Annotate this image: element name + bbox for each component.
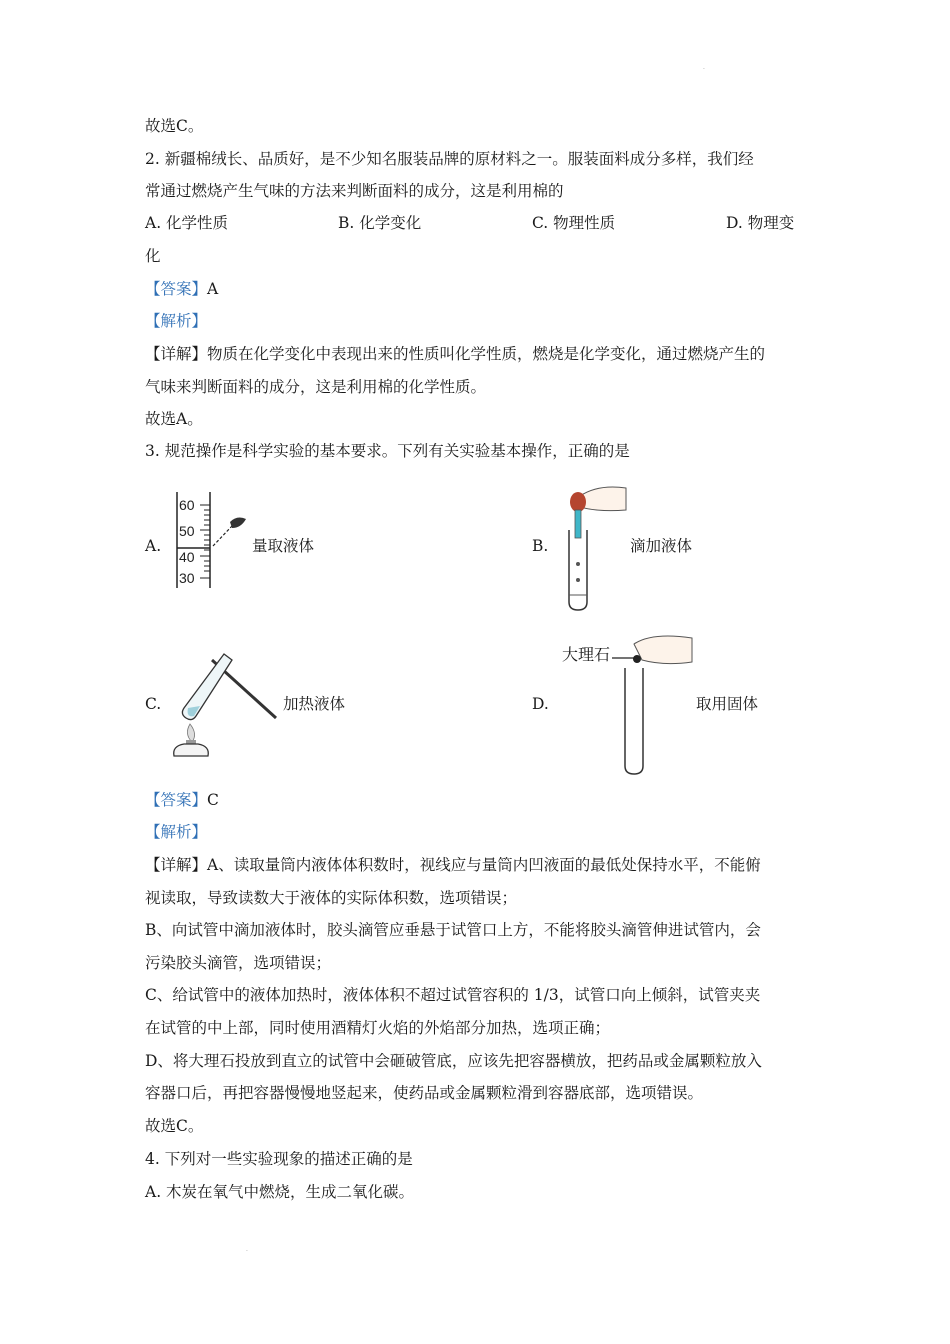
figure-b-letter: B. xyxy=(532,537,549,555)
figure-a-caption: 量取液体 xyxy=(252,537,315,555)
detail-tag: 【详解】 xyxy=(145,856,208,874)
test-tube xyxy=(569,530,587,610)
eye-icon xyxy=(230,518,246,528)
question-4-stem: 4. 下列对一些实验现象的描述正确的是 xyxy=(145,1150,413,1168)
marble-piece xyxy=(633,655,641,663)
figure-c-caption: 加热液体 xyxy=(283,695,346,713)
q2-option-b: B. 化学变化 xyxy=(338,214,422,232)
text-line: 故选C。 xyxy=(145,1117,204,1135)
page-mark: · xyxy=(246,1248,248,1255)
detail-text: 物质在化学变化中表现出来的性质叫化学性质，燃烧是化学变化，通过燃烧产生的 xyxy=(207,345,766,363)
text-line: 视读取，导致读数大于液体的实际体积数，选项错误； xyxy=(145,889,518,907)
answer-3 xyxy=(145,790,219,810)
question-3-stem: 3. 规范操作是科学实验的基本要求。下列有关实验基本操作，正确的是 xyxy=(145,442,630,460)
figure-d-caption: 取用固体 xyxy=(696,695,759,713)
text-line: 化 xyxy=(145,247,161,265)
q2-option-d: D. 物理变 xyxy=(726,214,795,232)
marble-label: 大理石 xyxy=(562,647,611,664)
q2-option-a: A. 化学性质 xyxy=(145,214,229,232)
text-line: 在试管的中上部，同时使用酒精灯火焰的外焰部分加热，选项正确； xyxy=(145,1019,611,1037)
answer-tag: 【答案】 xyxy=(145,280,208,298)
solid-transfer-figure xyxy=(612,632,696,778)
detail-2 xyxy=(145,344,765,364)
flame-icon xyxy=(187,724,194,742)
analysis-tag: 【解析】 xyxy=(145,823,208,841)
text-line: C、给试管中的液体加热时，液体体积不超过试管容积的 1/3，试管口向上倾斜，试管夹夹 xyxy=(145,986,761,1004)
scale-label: 50 xyxy=(179,523,195,539)
figure-c-letter: C. xyxy=(145,695,162,713)
hand-icon xyxy=(634,636,692,664)
detail-tag: 【详解】 xyxy=(145,345,208,363)
answer-tag: 【答案】 xyxy=(145,791,208,809)
figure-d-letter: D. xyxy=(532,695,549,713)
test-tube xyxy=(625,668,643,774)
answer-value: C xyxy=(207,791,219,809)
q2-option-c: C. 物理性质 xyxy=(532,214,616,232)
text-line: 常通过燃烧产生气味的方法来判断面料的成分，这是利用棉的 xyxy=(145,182,564,200)
text-line: D、将大理石投放到直立的试管中会砸破管底，应该先把容器横放，把药品或金属颗粒放入 xyxy=(145,1052,762,1070)
text-line: 故选C。 xyxy=(145,117,204,135)
detail-3 xyxy=(145,855,761,875)
text-line: 容器口后，再把容器慢慢地竖起来，使药品或金属颗粒滑到容器底部，选项错误。 xyxy=(145,1084,704,1102)
text-line: 故选A。 xyxy=(145,410,203,428)
page-mark: · xyxy=(703,66,705,73)
detail-text: A、读取量筒内液体体积数时，视线应与量筒内凹液面的最低处保持水平，不能俯 xyxy=(207,856,761,874)
text-line: 污染胶头滴管，选项错误； xyxy=(145,954,332,972)
answer-value: A xyxy=(207,280,219,298)
analysis-tag: 【解析】 xyxy=(145,312,208,330)
scale-label: 30 xyxy=(179,570,195,586)
dropper-bulb xyxy=(570,492,586,512)
text-line: 气味来判断面料的成分，这是利用棉的化学性质。 xyxy=(145,378,487,396)
figure-a-letter: A. xyxy=(145,537,162,555)
dropper-tube xyxy=(575,510,581,538)
hand-icon xyxy=(580,487,626,511)
scale-label: 40 xyxy=(179,549,195,565)
answer-2 xyxy=(145,279,218,299)
alcohol-lamp xyxy=(174,744,209,756)
dropper-figure xyxy=(558,480,630,615)
scale-label: 60 xyxy=(179,497,195,513)
heating-figure xyxy=(168,648,280,760)
text-line: B、向试管中滴加液体时，胶头滴管应垂悬于试管口上方，不能将胶头滴管伸进试管内，会 xyxy=(145,921,761,939)
figure-b-caption: 滴加液体 xyxy=(630,537,693,555)
q4-option-a: A. 木炭在氧气中燃烧，生成二氧化碳。 xyxy=(145,1183,415,1201)
question-2-stem: 2. 新疆棉绒长、品质好，是不少知名服装品牌的原材料之一。服装面料成分多样，我们经 xyxy=(145,150,754,168)
graduated-cylinder-figure xyxy=(170,490,260,590)
